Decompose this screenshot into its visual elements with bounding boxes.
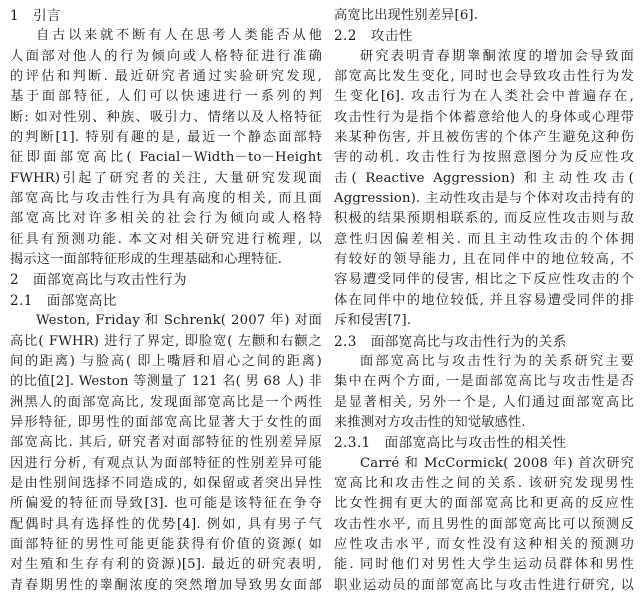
right-text-line-0: 高宽比出现性别差异[6]. bbox=[334, 8, 479, 23]
left-text-line-26: 面部特征的男性可能更能获得有价值的资源( 如 bbox=[10, 536, 322, 552]
left-text-line-28: 青春期男性的睾酮浓度的突然增加导致男女面部 bbox=[10, 577, 322, 593]
left-text-line-9: 部宽高比与攻击性行为具有高度的相关, 而且面 bbox=[10, 191, 322, 207]
left-text-line-12: 揭示这一面部特征形成的生理基础和心理特征. bbox=[10, 252, 283, 268]
left-text-line-16: 高比( FWHR) 进行了界定, 即脸宽( 左颧和右颧之 bbox=[10, 333, 322, 349]
left-text-line-19: 洲黑人的面部宽高比, 发现面部宽高比是一个两性 bbox=[10, 394, 322, 410]
right-heading-16: 2.3 面部宽高比与攻击性行为的关系 bbox=[334, 333, 567, 350]
left-text-line-22: 因进行分析, 有观点认为面部特征的性别差异可能 bbox=[10, 455, 322, 471]
right-text-line-10: 积极的结果预期相联系的, 而反应性攻击则与敌 bbox=[334, 211, 634, 227]
right-column bbox=[334, 6, 634, 593]
left-text-line-11: 征具有预测功能. 本文对相关研究进行梳理, 以 bbox=[10, 231, 322, 247]
left-text-line-4: 基于面部特征, 人们可以快速进行一系列的判 bbox=[10, 89, 322, 105]
right-text-line-23: 宽高比和攻击性之间的关系. 该研究发现男性 bbox=[334, 475, 634, 491]
left-text-line-18: 的比值[2]. Weston 等测量了 121 名( 男 68 人) 非 bbox=[10, 374, 322, 390]
left-heading-13: 2 面部宽高比与攻击性行为 bbox=[10, 272, 187, 289]
left-text-line-24: 所偏爱的特征而导致[3]. 也可能是该特征在争夺 bbox=[10, 496, 322, 512]
left-text-line-25: 配偶时具有选择性的优势[4]. 例如, 具有男子气 bbox=[10, 516, 322, 532]
right-text-line-8: 击( Reactive Aggression) 和主动性攻击( bbox=[334, 170, 634, 186]
left-text-line-10: 部宽高比对许多相关的社会行为倾向或人格特 bbox=[10, 211, 322, 227]
right-text-line-26: 应性攻击水平, 而女性没有这种相关的预测功 bbox=[334, 536, 634, 552]
right-text-line-25: 攻击性水平, 而且男性的面部宽高比可以预测反 bbox=[334, 516, 634, 532]
right-text-line-14: 体在同伴中的地位较低, 并且容易遭受同伴的排 bbox=[334, 292, 634, 308]
right-text-line-24: 比女性拥有更大的面部宽高比和更高的反应性 bbox=[334, 496, 634, 512]
left-text-line-6: 的判断[1]. 特别有趣的是, 最近一个静态面部特 bbox=[10, 130, 322, 146]
left-text-line-2: 人面部对他人的行为倾向或人格特征进行准确 bbox=[10, 48, 322, 64]
right-text-line-6: 来某种伤害, 并且被伤害的个体产生避免这种伤 bbox=[334, 130, 634, 146]
right-heading-21: 2.3.1 面部宽高比与攻击性的相关性 bbox=[334, 435, 567, 452]
left-text-line-3: 的评估和判断. 最近研究者通过实验研究发现, bbox=[10, 69, 322, 85]
left-text-line-8: FWHR)引起了研究者的关注, 大量研究发现面 bbox=[10, 170, 322, 186]
right-text-line-15: 斥和侵害[7]. bbox=[334, 313, 412, 329]
right-text-line-4: 生变化[6]. 攻击行为在人类社会中普遍存在, bbox=[334, 89, 634, 105]
left-heading-0: 1 引言 bbox=[10, 8, 62, 24]
right-text-line-12: 有较好的领导能力, 且在同伴中的地位较高, 不 bbox=[334, 252, 634, 268]
left-text-line-5: 断: 如对性别、种族、吸引力、情绪以及人格特征 bbox=[10, 109, 322, 125]
left-text-line-17: 间的距离) 与脸高( 即上嘴唇和眉心之间的距离) bbox=[10, 353, 322, 369]
right-text-line-13: 容易遭受同伴的侵害, 相比之下反应性攻击的个 bbox=[334, 272, 634, 288]
left-text-line-1: 自古以来就不断有人在思考人类能否从他 bbox=[36, 28, 322, 44]
right-text-line-20: 来推测对方攻击性的知觉敏感性. bbox=[334, 414, 526, 430]
right-text-line-17: 面部宽高比与攻击性行为的关系研究主要 bbox=[360, 353, 634, 369]
right-text-line-7: 害的动机. 攻击性行为按照意图分为反应性攻 bbox=[334, 150, 634, 166]
right-text-line-28: 职业运动员的面部宽高比与攻击性进行研究, 以 bbox=[334, 577, 634, 593]
left-text-line-7: 征即面部宽高比( Facial－Width－to－Height bbox=[10, 150, 322, 166]
right-text-line-3: 部宽高比发生变化, 同时也会导致攻击性行为发 bbox=[334, 69, 634, 85]
left-text-line-23: 是由性别间选择不同造成的, 如保留或者突出异性 bbox=[10, 475, 322, 491]
left-text-line-21: 部宽高比. 其后, 研究者对面部特征的性别差异原 bbox=[10, 435, 322, 451]
right-heading-1: 2.2 攻击性 bbox=[334, 28, 413, 45]
left-text-line-15: Weston, Friday 和 Schrenk( 2007 年) 对面 bbox=[36, 313, 322, 329]
right-text-line-18: 集中在两个方面, 一是面部宽高比与攻击性是否 bbox=[334, 374, 634, 390]
right-text-line-27: 能. 同时他们对男性大学生运动员群体和男性 bbox=[334, 557, 634, 573]
right-text-line-9: Aggression). 主动性攻击是与个体对攻击持有的 bbox=[334, 191, 634, 207]
right-text-line-22: Carré 和 McCormick( 2008 年) 首次研究 bbox=[360, 455, 634, 471]
right-text-line-11: 意性归因偏差相关. 而且主动性攻击的个体拥 bbox=[334, 231, 634, 247]
right-text-line-5: 攻击性行为是指个体蓄意给他人的身体或心理带 bbox=[334, 109, 634, 125]
left-text-line-20: 异形特征, 即男性的面部宽高比显著大于女性的面 bbox=[10, 414, 322, 430]
left-heading-14: 2.1 面部宽高比 bbox=[10, 292, 117, 309]
left-text-line-27: 对生殖和生存有利的资源)[5]. 最近的研究表明, bbox=[10, 557, 322, 573]
right-text-line-2: 研究表明青春期睾酮浓度的增加会导致面 bbox=[360, 48, 634, 64]
left-column bbox=[10, 6, 322, 593]
right-text-line-19: 是显著相关, 另外一个是, 人们通过面部宽高比 bbox=[334, 394, 634, 410]
